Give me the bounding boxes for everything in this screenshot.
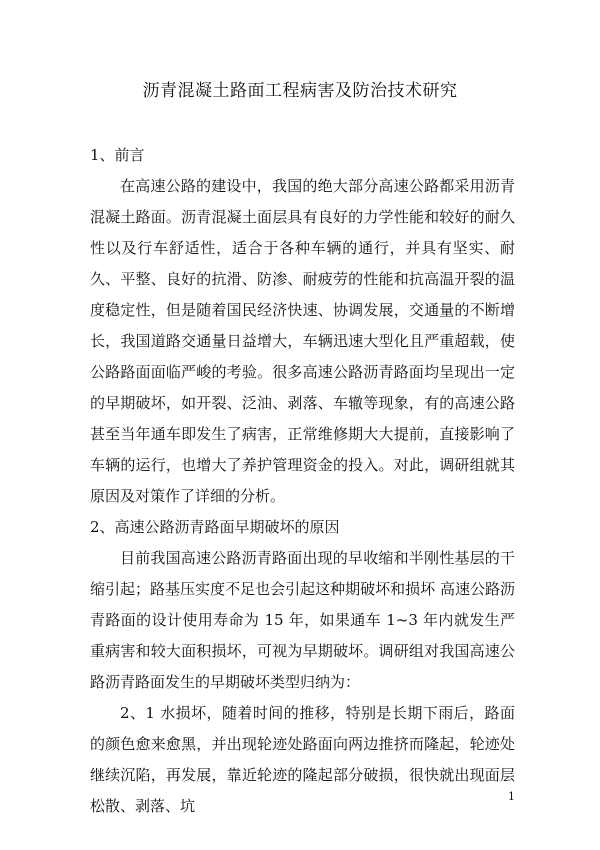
document-title: 沥青混凝土路面工程病害及防治技术研究 — [142, 81, 458, 101]
section-2-heading: 2、高速公路沥青路面早期破坏的原因 — [90, 518, 340, 536]
document-body — [90, 140, 515, 822]
section-1-paragraph: 在高速公路的建设中，我国的绝大部分高速公路都采用沥青混凝土路面。沥青混凝土面层具有良好的力学性能和较好的耐久性以及行车舒适性，适合于各种车辆的通行，并具有坚实、耐久、平整、良好的抗滑、防渗、耐疲劳的性能和抗高温开裂的温度稳定性，但是随着国民经济快速、协调发展，交通量的不断增长，我国道路交通量日益增大，车辆迅速大型化且严重超载，使公路路面面临严峻的考验。很多高速公路沥青路面均呈现出一定的早期破坏，如开裂、泛油、剥落、车辙等现象，有的高速公路甚至当年通车即发生了病害，正常维修期大大提前，直接影响了车辆的运行，也增大了养护管理资金的投入。对此，调研组就其原因及对策作了详细的分析。 — [90, 177, 515, 505]
section-1-heading: 1、前言 — [90, 146, 145, 164]
section-2-1-paragraph: 2、1 水损坏，随着时间的推移，特别是长期下雨后，路面的颜色愈来愈黑，并出现轮迹处路面向两边推挤而隆起，轮迹处继续沉陷，再发展，靠近轮迹的隆起部分破损，很快就出现面层松散、剥落、坑 — [90, 704, 515, 815]
page-number: 1 — [508, 790, 515, 803]
section-2-paragraph: 目前我国高速公路沥青路面出现的早收缩和半刚性基层的干缩引起；路基压实度不足也会引起这种期破坏和损坏 高速公路沥青路面的设计使用寿命为 15 年，如果通车 1~3 年内就发生严重病害和较大面积损坏，可视为早期破坏。调研组对我国高速公路沥青路面发生的早期破坏类型归纳为： — [90, 549, 515, 691]
